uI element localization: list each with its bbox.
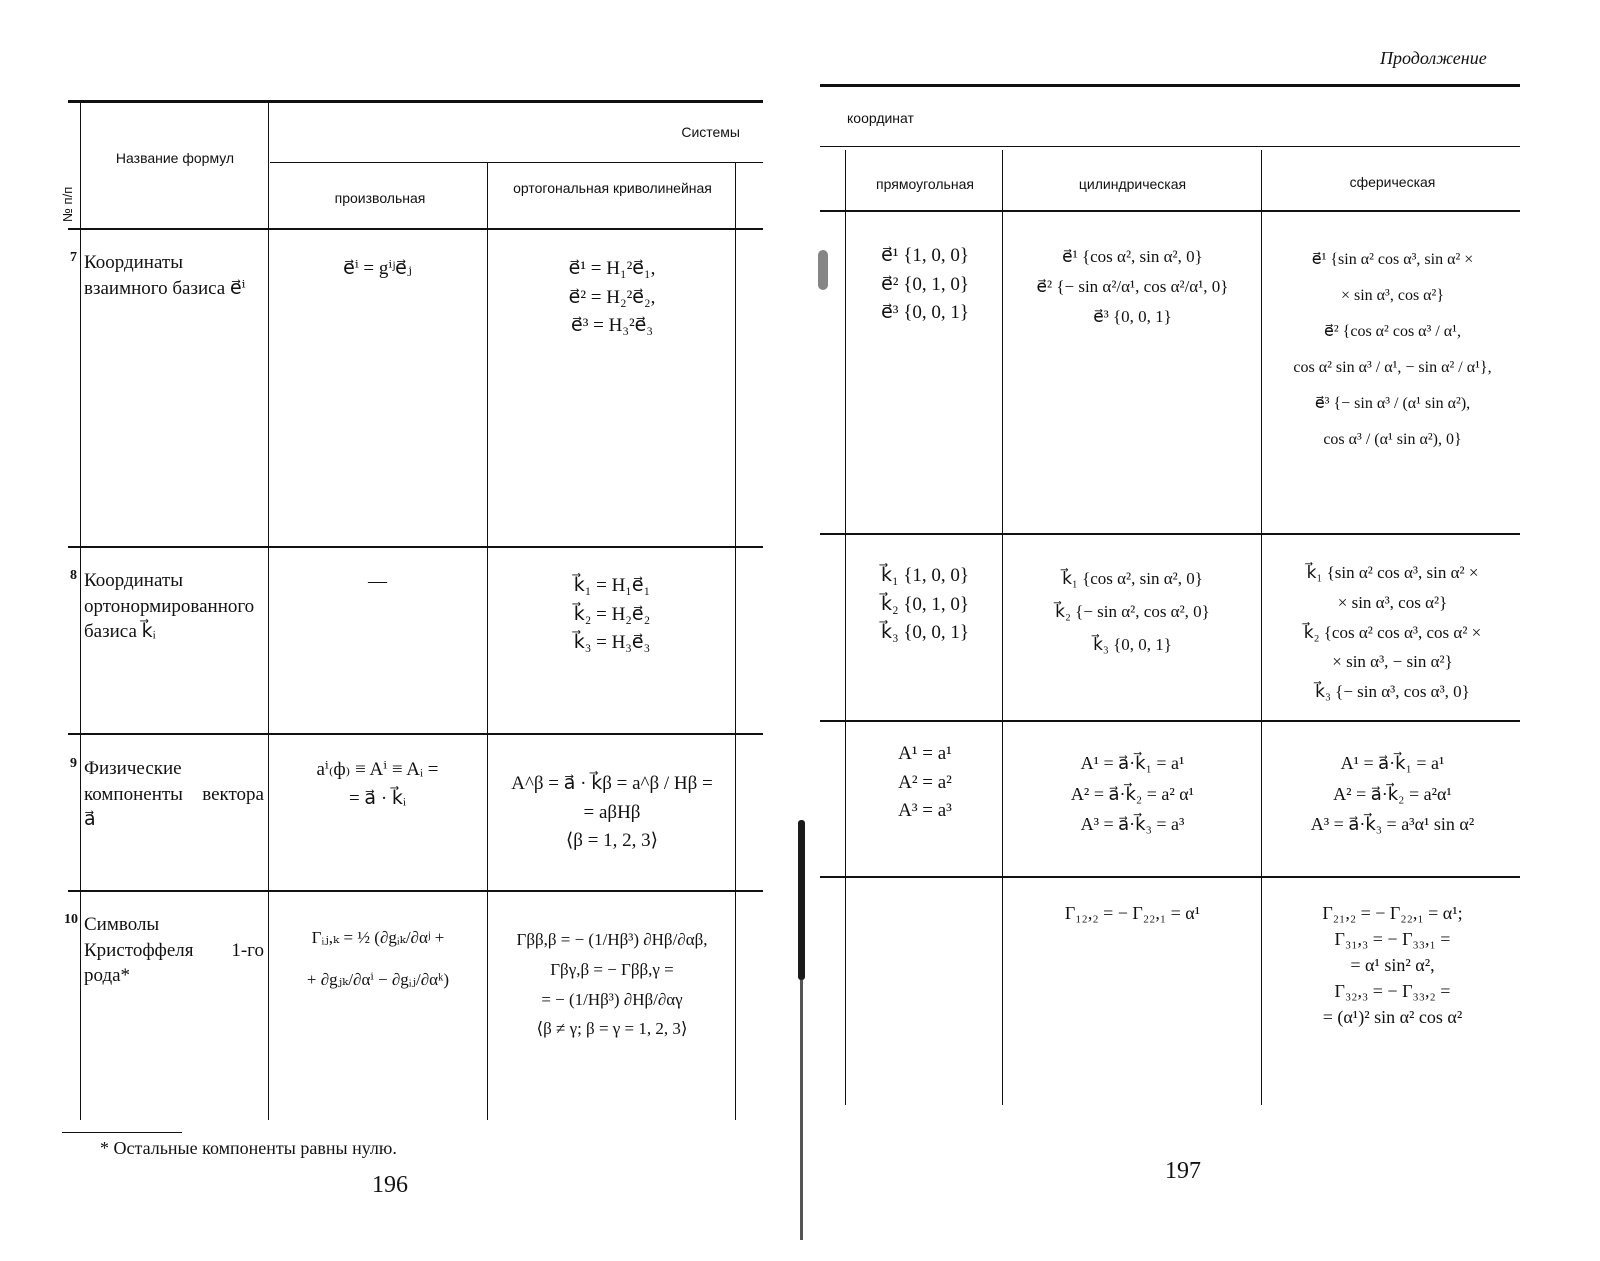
orthogonal-formula: k⃗₁ = H₁e⃗₁ k⃗₂ = H₂e⃗₂ k⃗₃ = H₃e⃗₃ (573, 575, 651, 653)
page-number: 197 (1165, 1158, 1201, 1184)
coordinates-header: координат (847, 110, 914, 126)
arbitrary-formula: e⃗ⁱ = gⁱʲe⃗ⱼ (343, 258, 412, 279)
cylindrical-formula: e⃗¹ {cos α², sin α², 0} e⃗² {− sin α²/α¹, cos α²/α¹, 0} e⃗³ {0, 0, 1} (1036, 247, 1229, 326)
col-rule-3 (487, 162, 488, 1120)
row-rule-8 (68, 546, 763, 548)
rectangular-formula: e⃗¹ {1, 0, 0} e⃗² {0, 1, 0} e⃗³ {0, 0, 1} (881, 245, 969, 323)
col-rule-3 (1261, 150, 1262, 1105)
book-spine-line (800, 980, 803, 1240)
col-rule-2 (1002, 150, 1003, 1105)
col-rule-4 (735, 162, 736, 1120)
continuation-label: Продолжение (1380, 48, 1487, 68)
row-rule-8 (820, 533, 1520, 535)
row-name: Координаты ортонормированного базиса k⃗ᵢ (84, 570, 255, 643)
orthogonal-formula: Γββ,β = − (1/Hβ³) ∂Hβ/∂αβ, Γβγ,β = − Γββ,γ = = − (1/Hβ³) ∂Hβ/∂αγ ⟨β ≠ γ; β = γ = 1, 2, 3⟩ (516, 930, 708, 1039)
orthogonal-formula: e⃗¹ = H₁²e⃗₁, e⃗² = H₂²e⃗₂, e⃗³ = H₃²e⃗₃ (568, 258, 656, 336)
spherical-formula: Γ₂₁,₂ = − Γ₂₂,₁ = α¹; Γ₃₁,₃ = − Γ₃₃,₁ = = α¹ sin² α², Γ₃₂,₃ = − Γ₃₃,₂ = = (α¹)² sin α² cos α² (1322, 903, 1463, 1028)
col-rule-1 (80, 100, 81, 1120)
row-name: Физические компоненты вектора a⃗ (84, 758, 264, 831)
arbitrary-formula: — (368, 571, 387, 592)
rectangular-header: прямоугольная (876, 176, 974, 192)
row-number: 10 (64, 912, 78, 927)
cylindrical-formula: Γ₁₂,₂ = − Γ₂₂,₁ = α¹ (1064, 903, 1201, 923)
book-spine-shadow (798, 820, 805, 980)
spherical-formula: A¹ = a⃗·k⃗₁ = a¹ A² = a⃗·k⃗₂ = a²α¹ A³ = a⃗·k⃗₃ = a³α¹ sin α² (1310, 753, 1475, 835)
arbitrary-formula: aⁱ₍ф₎ ≡ Aⁱ ≡ Aᵢ = = a⃗ · k⃗ᵢ (316, 759, 439, 809)
table-top-rule (68, 100, 763, 103)
spherical-header: сферическая (1349, 174, 1436, 190)
systems-header: Системы (681, 124, 740, 140)
cylindrical-formula: k⃗₁ {cos α², sin α², 0} k⃗₂ {− sin α², cos α², 0} k⃗₃ {0, 0, 1} (1055, 569, 1210, 655)
page-number: 196 (372, 1172, 408, 1198)
col-rule-1 (845, 150, 846, 1105)
header-bottom-rule (820, 210, 1520, 212)
row-rule-10 (820, 876, 1520, 878)
cylindrical-formula: A¹ = a⃗·k⃗₁ = a¹ A² = a⃗·k⃗₂ = a² α¹ A³ = a⃗·k⃗₃ = a³ (1070, 753, 1195, 835)
row-rule-9 (68, 733, 763, 735)
name-col-header: Название формул (115, 150, 235, 166)
arbitrary-formula: Γᵢⱼ,ₖ = ½ (∂gᵢₖ/∂αʲ + + ∂gⱼₖ/∂αⁱ − ∂gᵢⱼ/∂αᵏ) (306, 928, 450, 989)
row-number: 9 (70, 756, 77, 771)
row-rule-10 (68, 890, 763, 892)
row-name: Символы Кристоффеля 1-го рода* (84, 914, 264, 987)
orthogonal-formula: A^β = a⃗ · k⃗β = a^β / Hβ = = aβHβ ⟨β = 1, 2, 3⟩ (511, 773, 713, 851)
spherical-formula: e⃗¹ {sin α² cos α³, sin α² × × sin α³, cos α²} e⃗² {cos α² cos α³ / α¹, cos α² sin α³ / α¹, − sin α² / α¹}, e⃗³ {− sin α³ / (α¹ sin α²), cos α³ / (α¹ sin α²), 0} (1293, 251, 1492, 448)
col-rule-2 (268, 100, 269, 1120)
right-page (805, 0, 1600, 1261)
arbitrary-header: произвольная (334, 190, 426, 206)
cylindrical-header: цилиндрическая (1078, 176, 1187, 192)
rectangular-formula: k⃗₁ {1, 0, 0} k⃗₂ {0, 1, 0} k⃗₃ {0, 0, 1} (880, 565, 970, 643)
row-number: 8 (70, 568, 77, 583)
num-col-header: № п/п (60, 186, 75, 222)
coords-rule (820, 146, 1520, 147)
rectangular-formula: A¹ = a¹ A² = a² A³ = a³ (898, 743, 952, 821)
row-rule-9 (820, 720, 1520, 722)
footnote-rule (62, 1132, 182, 1133)
row-number: 7 (70, 250, 77, 265)
row-name: Координаты взаимного базиса e⃗ⁱ (84, 252, 246, 299)
systems-rule (270, 162, 763, 163)
orthogonal-header: ортогональная криволинейная (513, 180, 712, 196)
table-top-rule (820, 84, 1520, 87)
header-bottom-rule (68, 228, 763, 230)
spherical-formula: k⃗₁ {sin α² cos α³, sin α² × × sin α³, cos α²} k⃗₂ {cos α² cos α³, cos α² × × sin α³, − sin α²} k⃗₃ {− sin α³, cos α³, 0} (1303, 563, 1482, 701)
footnote: * Остальные компоненты равны нулю. (100, 1138, 397, 1158)
